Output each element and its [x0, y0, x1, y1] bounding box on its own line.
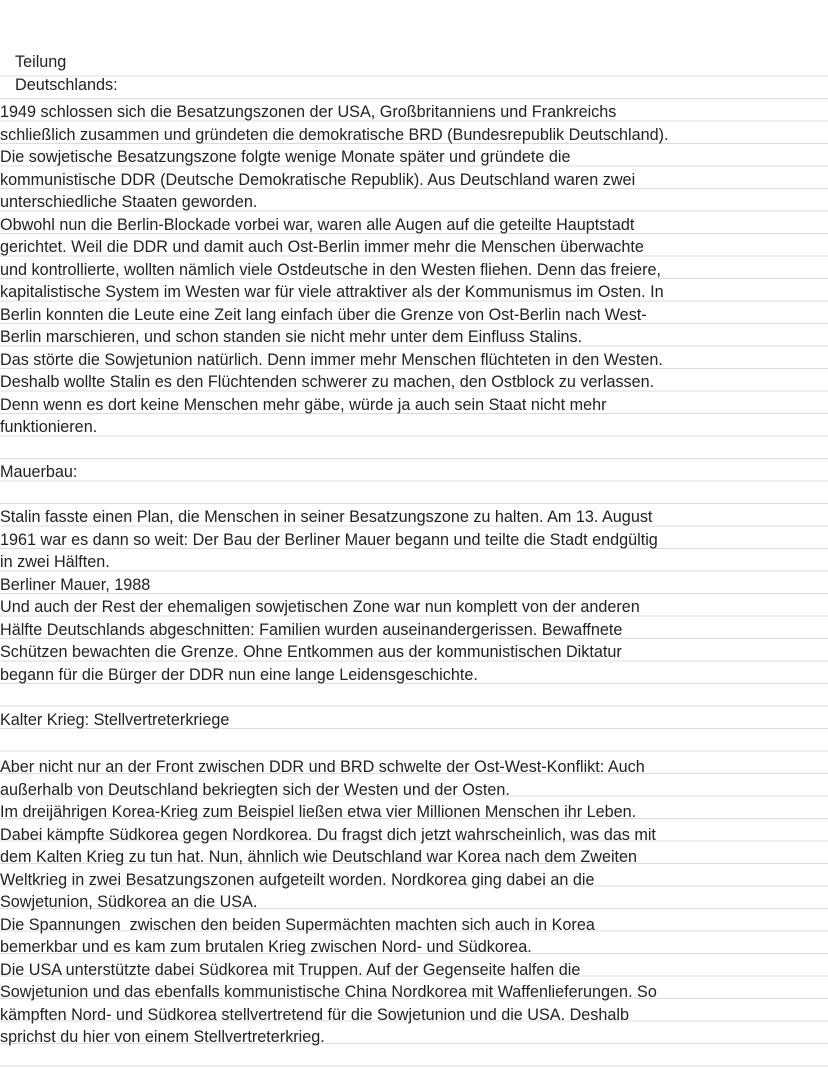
text-line: Berlin konnten die Leute eine Zeit lang einfach über die Grenze von Ost-Berlin nach West-	[0, 305, 647, 324]
text-line: bemerkbar und es kam zum brutalen Krieg zwischen Nord- und Südkorea.	[0, 938, 532, 956]
title-line-1: Teilung	[15, 53, 67, 71]
text-line: 1961 war es dann so weit: Der Bau der Berliner Mauer begann und teilte die Stadt endgültig	[0, 530, 658, 549]
text-line: und kontrollierte, wollten nämlich viele Ostdeutsche in den Westen fliehen. Denn das freiere,	[0, 260, 662, 279]
text-line: begann für die Bürger der DDR nun eine lange Leidensgeschichte.	[0, 665, 478, 684]
text-line: Aber nicht nur an der Front zwischen DDR und BRD schwelte der Ost-West-Konflikt: Auch	[0, 758, 645, 776]
text-line: Berlin marschieren, und schon standen sie nicht mehr unter dem Einfluss Stalins.	[0, 328, 583, 346]
text-line: sprichst du hier von einem Stellvertreterkrieg.	[0, 1028, 325, 1046]
text-line: in zwei Hälften.	[0, 553, 110, 571]
text-line: Hälfte Deutschlands abgeschnitten: Familien wurden auseinandergerissen. Bewaffnete	[0, 620, 623, 639]
text-line: Und auch der Rest der ehemaligen sowjetischen Zone war nun komplett von der anderen	[0, 598, 640, 616]
text-line: kommunistische DDR (Deutsche Demokratische Republik). Aus Deutschland waren zwei	[0, 170, 636, 189]
text-line: Die sowjetische Besatzungszone folgte wenige Monate später und gründete die	[0, 148, 571, 166]
section-heading: Mauerbau:	[0, 463, 78, 481]
text-line: kapitalistische System im Westen war für viele attraktiver als der Kommunismus im Osten. In	[0, 283, 664, 301]
text-line: Stalin fasste einen Plan, die Menschen in seiner Besatzungszone zu halten. Am 13. August	[0, 508, 653, 526]
text-line: kämpften Nord- und Südkorea stellvertretend für die Sowjetunion und die USA. Deshalb	[0, 1005, 629, 1024]
text-line: Im dreijährigen Korea-Krieg zum Beispiel ließen etwa vier Millionen Menschen ihr Leben.	[0, 803, 637, 821]
text-line: außerhalb von Deutschland bekriegten sich der Westen und der Osten.	[0, 780, 510, 799]
text-line: Dabei kämpfte Südkorea gegen Nordkorea. Du fragst dich jetzt wahrscheinlich, was das mit	[0, 825, 656, 844]
text-line: Weltkrieg in zwei Besatzungszonen aufgeteilt worden. Nordkorea ging dabei an die	[0, 870, 595, 889]
text-line: unterschiedliche Staaten geworden.	[0, 193, 258, 211]
text-line: Sowjetunion, Südkorea an die USA.	[0, 893, 258, 911]
section-heading: Kalter Krieg: Stellvertreterkriege	[0, 710, 230, 729]
text-line: Schützen bewachten die Grenze. Ohne Entkommen aus der kommunistischen Diktatur	[0, 643, 622, 661]
text-line: funktionieren.	[0, 418, 98, 436]
text-line: 1949 schlossen sich die Besatzungszonen der USA, Großbritanniens und Frankreichs	[0, 103, 617, 121]
text-line: Sowjetunion und das ebenfalls kommunistische China Nordkorea mit Waffenlieferungen. So	[0, 983, 657, 1001]
text-line: Deshalb wollte Stalin es den Flüchtenden schwerer zu machen, den Ostblock zu verlassen.	[0, 373, 655, 391]
text-line: Die Spannungen zwischen den beiden Supermächten machten sich auch in Korea	[0, 915, 595, 934]
text-line: gerichtet. Weil die DDR und damit auch Ost-Berlin immer mehr die Menschen überwachte	[0, 238, 644, 256]
text-line: Die USA unterstützte dabei Südkorea mit Truppen. Auf der Gegenseite halfen die	[0, 960, 581, 979]
text-line: Das störte die Sowjetunion natürlich. Denn immer mehr Menschen flüchteten in den Westen.	[0, 350, 663, 369]
text-line: schließlich zusammen und gründeten die demokratische BRD (Bundesrepublik Deutschland).	[0, 125, 669, 144]
text-line: dem Kalten Krieg zu tun hat. Nun, ähnlich wie Deutschland war Korea nach dem Zweiten	[0, 848, 638, 866]
text-line: Denn wenn es dort keine Menschen mehr gäbe, würde ja auch sein Staat nicht mehr	[0, 395, 607, 414]
title-line-2: Deutschlands:	[15, 76, 118, 94]
caption-line: Berliner Mauer, 1988	[0, 575, 151, 594]
text-line: Obwohl nun die Berlin-Blockade vorbei war, waren alle Augen auf die geteilte Hauptstadt	[0, 215, 635, 234]
